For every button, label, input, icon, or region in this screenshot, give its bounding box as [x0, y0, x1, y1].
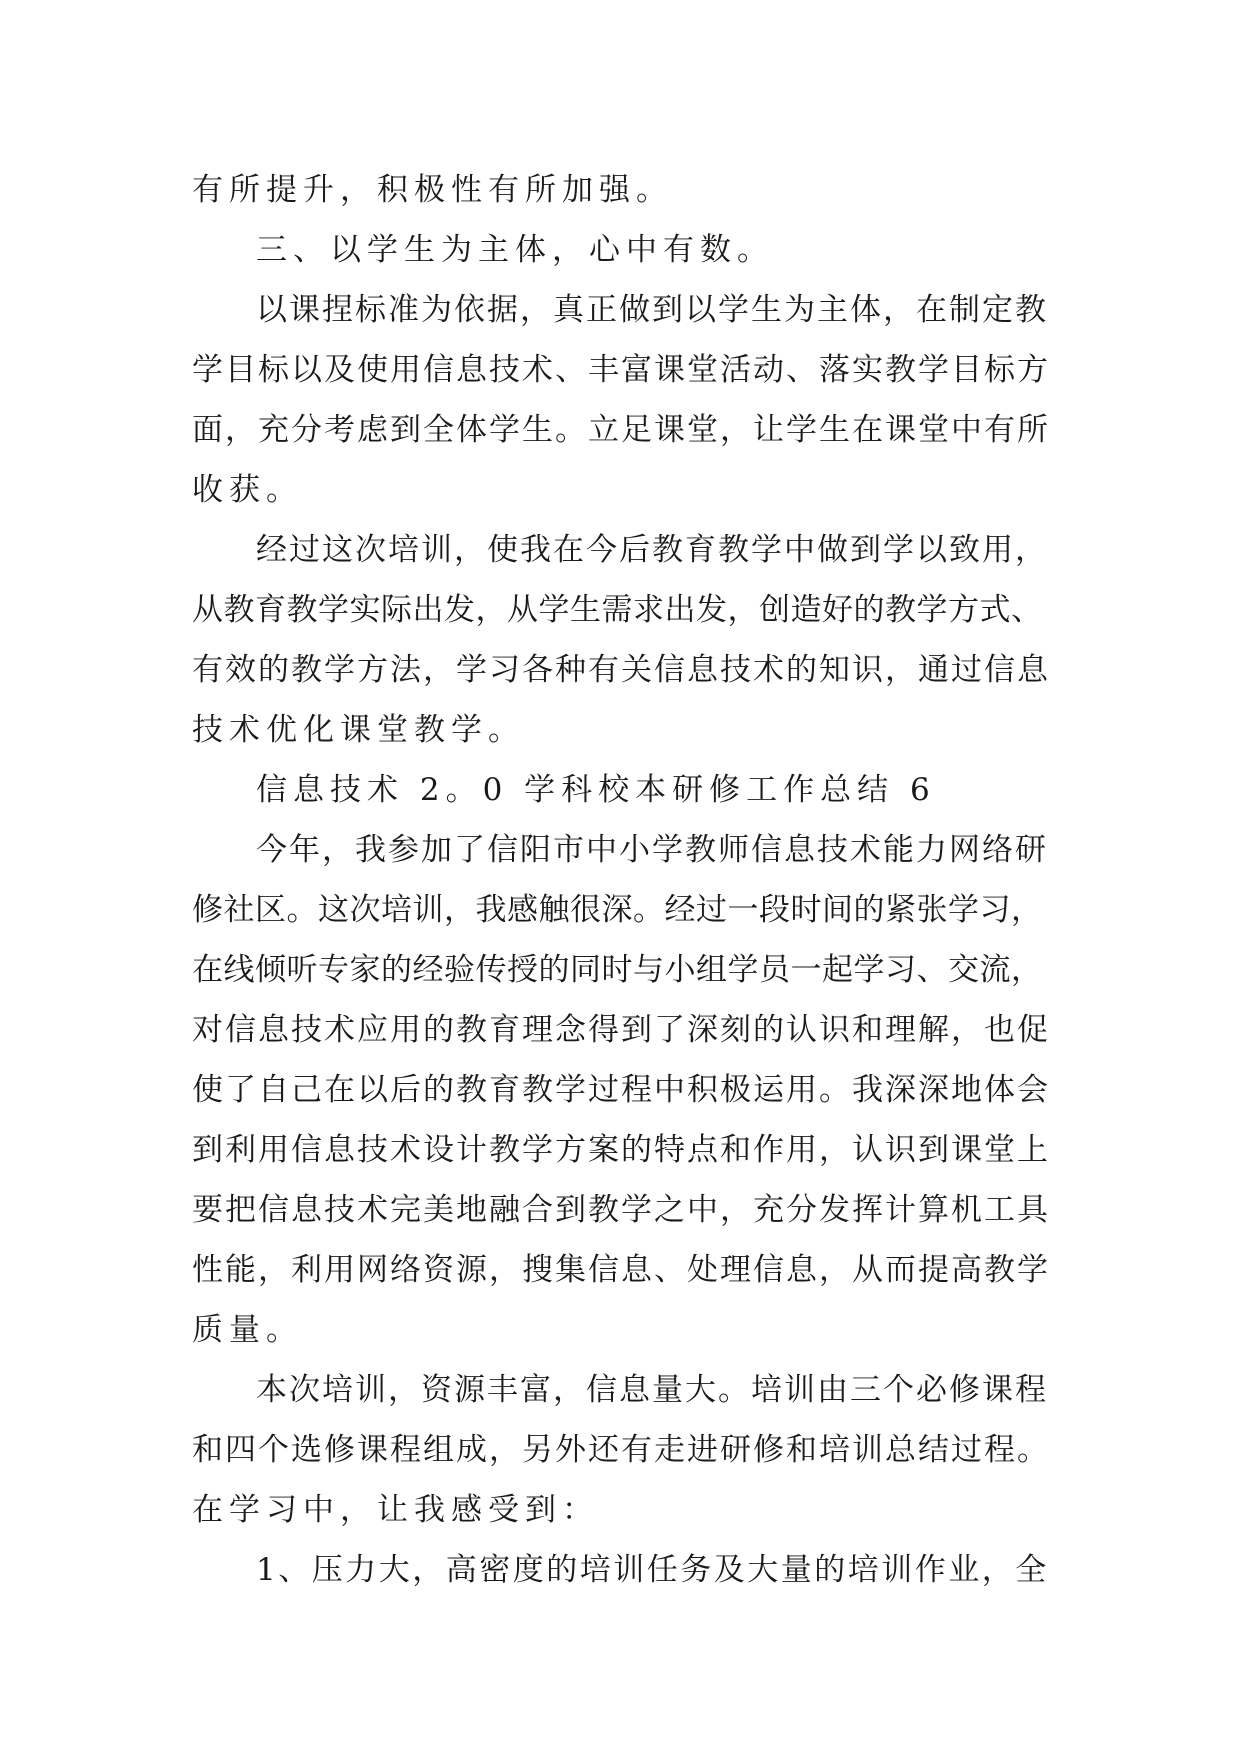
text-line: 使了自己在以后的教育教学过程中积极运用。我深深地体会 [192, 1072, 1050, 1108]
text-line: 从教育教学实际出发，从学生需求出发，创造好的教学方式、 [192, 592, 1043, 628]
text-line: 性能，利用网络资源，搜集信息、处理信息，从而提高教学 [192, 1252, 1050, 1288]
text-line: 面，充分考虑到全体学生。立足课堂，让学生在课堂中有所 [192, 412, 1050, 448]
text-line: 到利用信息技术设计教学方案的特点和作用，认识到课堂上 [192, 1132, 1050, 1168]
text-line: 经过这次培训，使我在今后教育教学中做到学以致用， [256, 532, 1048, 568]
text-line: 技术优化课堂教学。 [192, 712, 525, 748]
text-line: 在线倾听专家的经验传授的同时与小组学员一起学习、交流， [192, 952, 1043, 988]
text-line: 收获。 [192, 472, 303, 508]
text-line: 和四个选修课程组成，另外还有走进研修和培训总结过程。 [192, 1432, 1050, 1468]
text-line: 对信息技术应用的教育理念得到了深刻的认识和理解，也促 [192, 1012, 1050, 1048]
text-line: 本次培训，资源丰富，信息量大。培训由三个必修课程 [256, 1372, 1048, 1408]
text-line: 以课捏标准为依据，真正做到以学生为主体，在制定教 [256, 292, 1048, 328]
text-line: 有所提升，积极性有所加强。 [192, 172, 673, 208]
text-line: 质量。 [192, 1312, 303, 1348]
text-line: 1、压力大，高密度的培训任务及大量的培训作业，全 [256, 1552, 1049, 1588]
section-title: 信息技术 2。0 学科校本研修工作总结 6 [256, 772, 936, 808]
text-line: 有效的教学方法，学习各种有关信息技术的知识，通过信息 [192, 652, 1050, 688]
text-line: 学目标以及使用信息技术、丰富课堂活动、落实教学目标方 [192, 352, 1050, 388]
text-line: 修社区。这次培训，我感触很深。经过一段时间的紧张学习， [192, 892, 1043, 928]
document-body [192, 160, 1054, 1600]
text-line: 在学习中，让我感受到： [192, 1492, 599, 1528]
section-heading: 三、以学生为主体，心中有数。 [256, 232, 774, 268]
text-line: 今年，我参加了信阳市中小学教师信息技术能力网络研 [256, 832, 1048, 868]
text-line: 要把信息技术完美地融合到教学之中，充分发挥计算机工具 [192, 1192, 1050, 1228]
